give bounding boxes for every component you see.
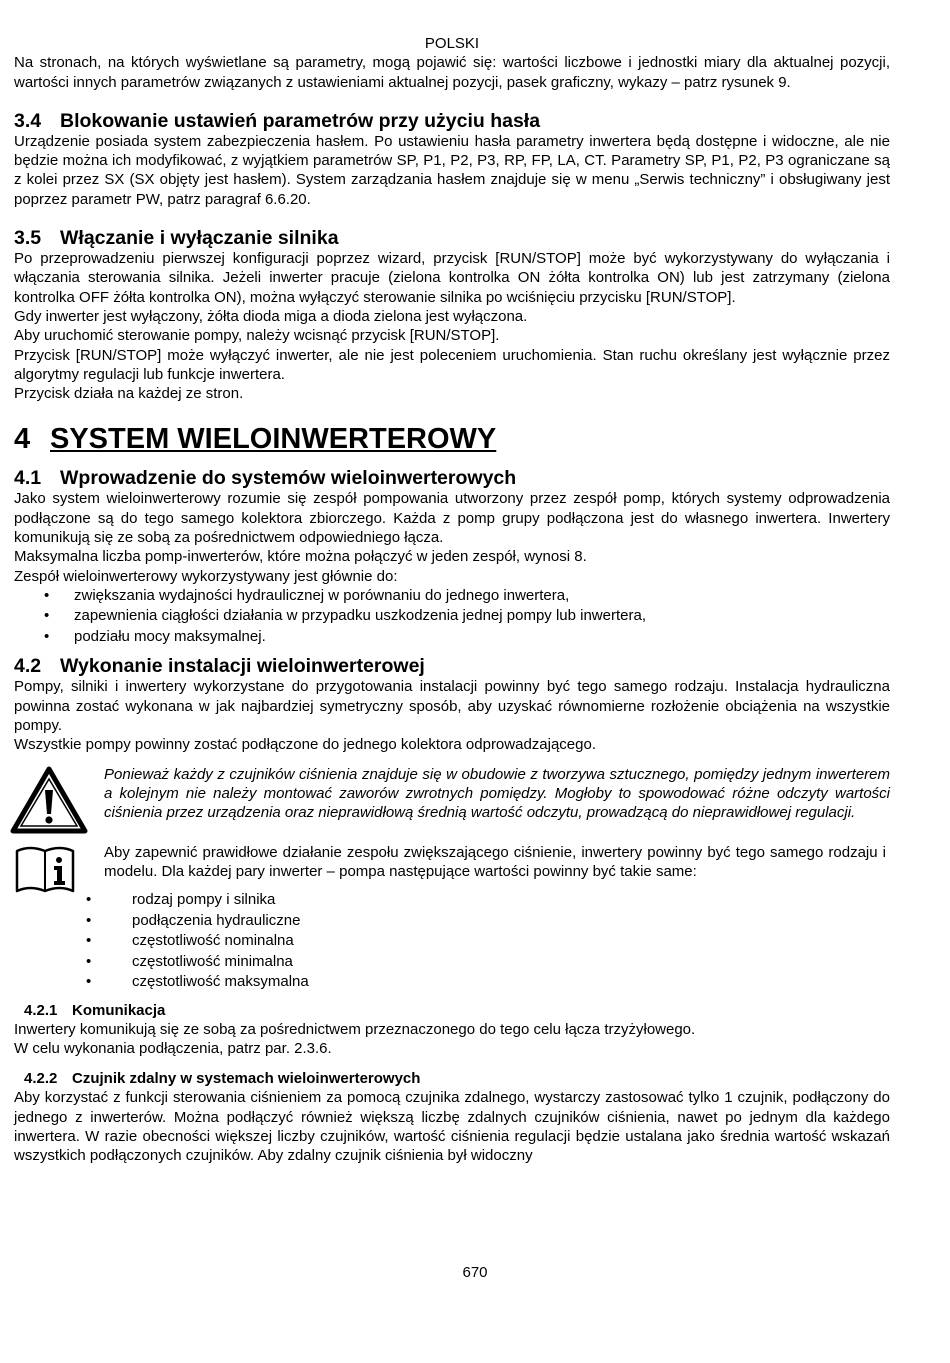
chapter-4-heading [14,421,890,457]
section-4-2-1-heading [24,1001,890,1020]
list-item: • rodzaj pompy i silnika [14,890,890,911]
section-title: Wykonanie instalacji wieloinwerterowej [60,655,425,678]
warning-triangle-icon [10,765,88,840]
section-3-5-p1: Po przeprowadzeniu pierwszej konfiguracji poprzez wizard, przycisk [RUN/STOP] może być wykorzystywany do wyłączania i włączania sterowania silnika. Jeżeli inwerter pracuje (zielona kontrolka ON żółta kontrolka ON) lub jest zatrzymany (zielona kontrolka OFF żółta kontrolka ON), można wyłączyć sterowanie silnika po wciśnięciu przycisku [RUN/STOP]. [14,250,890,306]
section-4-1-heading [14,467,890,489]
section-number: 4.2.1 [24,1001,58,1019]
section-title: Włączanie i wyłączanie silnika [60,227,339,250]
page-number: 670 [462,1264,488,1281]
warning-note [14,765,890,823]
list-item: • częstotliwość minimalna [14,952,890,973]
section-3-5-heading [14,227,890,249]
section-3-5-p5: Przycisk działa na każdej ze stron. [14,385,244,403]
section-3-5-p3: Aby uruchomić sterowanie pompy, należy wcisnąć przycisk [RUN/STOP]. [14,327,500,345]
section-4-2-1-p1: Inwertery komunikują się ze sobą za pośrednictwem przeznaczonego do tego celu łącza trzyżyłowego. [14,1020,696,1038]
chapter-title: SYSTEM WIELOINWERTEROWY [50,423,497,456]
document-page [14,34,890,1165]
section-4-1-list [14,586,890,648]
section-3-5-p2: Gdy inwerter jest wyłączony, żółta dioda miga a dioda zielona jest wyłączona. [14,307,528,325]
list-item: • zapewnienia ciągłości działania w przypadku uszkodzenia jednej pompy lub inwertera, [14,606,890,627]
section-4-2-list [14,890,890,993]
section-4-2-p2: Wszystkie pompy powinny zostać podłączone do jednego kolektora odprowadzającego. [14,736,597,754]
list-item: • częstotliwość maksymalna [14,972,890,993]
list-item: • zwiększania wydajności hydraulicznej w porównaniu do jednego inwertera, [14,586,890,607]
section-number: 3.4 [14,109,42,132]
section-3-4-text: Urządzenie posiada system zabezpieczenia hasłem. Po ustawieniu hasła parametry inwertera będą dostępne i widoczne, ale nie będzie można ich modyfikować, z wyjątkiem parametrów SP, P1, P2, P3, RP, FP, LA, CT. Parametry SP, P1, P2, P3 ograniczane są z kolei przez SX (SX objęty jest hasłem). System zarządzania hasłem znajduje się w menu „Serwis techniczny” i obsługiwany jest poprzez parametr PW, patrz paragraf 6.6.20. [14,132,890,208]
section-3-4-heading [14,110,890,132]
warning-text: Ponieważ każdy z czujników ciśnienia znajduje się w obudowie z tworzywa sztucznego, pomiędzy jednym inwerterem a kolejnym nie należy montować zaworów zwrotnych pomiędzy. Mogłoby to spowodować różne odczyty wartości ciśnienia przez urządzenia oraz nieprawidłową średnią wartość odczytu, prowadzącą do nieprawidłowej regulacji. [104,765,890,822]
section-title: Komunikacja [72,1001,166,1019]
section-4-2-2-p1: Aby korzystać z funkcji sterowania ciśnieniem za pomocą czujnika zdalnego, wystarczy zastosować tylko 1 czujnik, podłączony do jednego z inwerterów. Można podłączyć również większą liczbę zdalnych czujników ciśnienia, nawet po jednym dla każdego inwertera. W razie obecności większej liczby czujników, wartość ciśnienia regulacji będzie ustalana jako średnia wartość wskazań wszystkich podłączonych czujników. Aby zdalny czujnik ciśnienia był widoczny [14,1089,890,1165]
section-4-1-p3: Zespół wieloinwerterowy wykorzystywany jest głównie do: [14,567,398,585]
section-title: Wprowadzenie do systemów wieloinwerterowych [60,467,517,490]
section-number: 4.2.2 [24,1070,58,1088]
list-item: • podłączenia hydrauliczne [14,911,890,932]
section-number: 4.1 [14,467,42,490]
section-title: Blokowanie ustawień parametrów przy użyciu hasła [60,109,541,132]
info-text: Aby zapewnić prawidłowe działanie zespołu zwiększającego ciśnienie, inwertery powinny być tego samego rodzaju i modelu. Dla każdej pary inwerter – pompa następujące wartości powinny być takie same: [104,843,886,880]
info-note [14,843,890,882]
section-4-2-2-heading [24,1069,890,1088]
section-4-2-heading [14,655,890,677]
list-item: • podziału mocy maksymalnej. [14,627,890,648]
section-title: Czujnik zdalny w systemach wieloinwerterowych [72,1070,421,1088]
section-number: 4.2 [14,655,42,678]
section-4-2-p1: Pompy, silniki i inwertery wykorzystane do przygotowania instalacji powinny być tego samego rodzaju. Instalacja hydrauliczna powinna zostać wykonana w jak najbardziej symetryczny sposób, aby uzyskać równomierne rozłożenie obciążenia na wszystkie pompy. [14,678,890,735]
page-header: POLSKI [424,35,480,52]
section-3-5-p4: Przycisk [RUN/STOP] może wyłączyć inwerter, ale nie jest poleceniem uruchomienia. Stan ruchu określany jest wyłącznie przez algorytmy regulacji lub funkcje inwertera. [14,346,890,383]
section-4-2-1-p2: W celu wykonania podłączenia, patrz par. 2.3.6. [14,1039,332,1057]
intro-paragraph: Na stronach, na których wyświetlane są parametry, mogą pojawić się: wartości liczbowe i jednostki miary dla aktualnej pozycji, wartości innych parametrów związanych z ustawieniami aktualnej pozycji, pasek graficzny, wykazy – patrz rysunek 9. [14,54,890,91]
list-item: • częstotliwość nominalna [14,931,890,952]
section-4-1-p2: Maksymalna liczba pomp-inwerterów, które można połączyć w jeden zespół, wynosi 8. [14,548,587,566]
section-4-1-p1: Jako system wieloinwerterowy rozumie się zespół pompowania utworzony przez zespół pomp, których systemy odprowadzenia podłączone są do tego samego kolektora zbiorczego. Każda z pomp grupy podłączona jest do własnego inwertera. Inwertery komunikują się ze sobą za pośrednictwem odpowiedniego łącza. [14,490,890,547]
chapter-number: 4 [14,423,31,456]
section-number: 3.5 [14,227,42,250]
